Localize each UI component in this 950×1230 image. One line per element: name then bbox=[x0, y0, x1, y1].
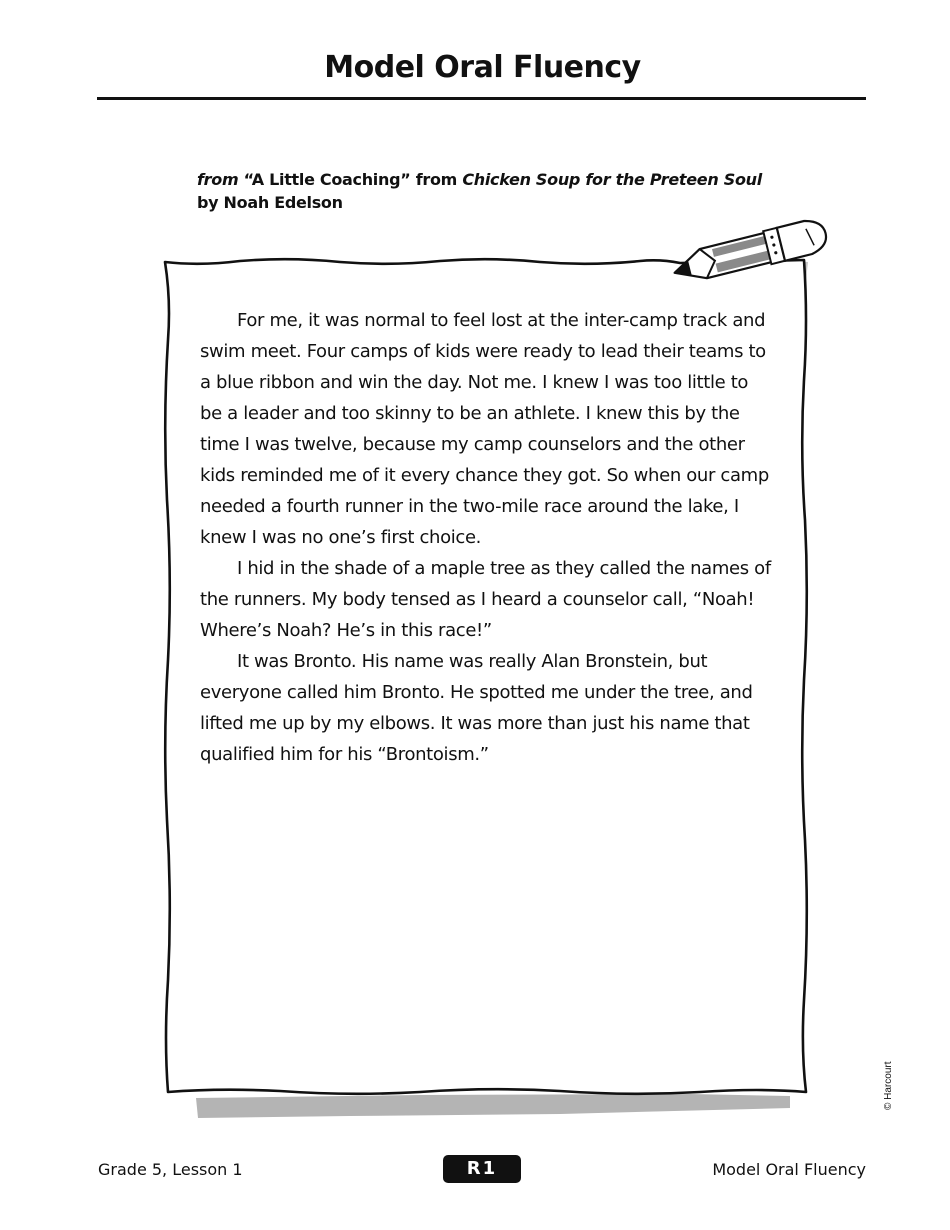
passage-text bbox=[200, 305, 775, 770]
passage-paragraph: It was Bronto. His name was really Alan Bronstein, but everyone called him Bronto. He spotted me under the tree, and lifted me up by my elbows. It was more than just his name that qualified him for his “Brontoism.” bbox=[200, 651, 753, 765]
footer-grade-lesson: Grade 5, Lesson 1 bbox=[98, 1160, 243, 1179]
bottom-smudge bbox=[196, 1094, 790, 1118]
source-byline: by Noah Edelson bbox=[197, 193, 343, 212]
source-from: from bbox=[197, 170, 239, 189]
footer-section-title: Model Oral Fluency bbox=[712, 1160, 866, 1179]
page-number-badge: R1 bbox=[443, 1155, 521, 1183]
copyright-notice: © Harcourt bbox=[883, 1061, 894, 1110]
page-title: Model Oral Fluency bbox=[324, 50, 641, 85]
source-book: Chicken Soup for the Preteen Soul bbox=[462, 170, 762, 189]
source-from2: from bbox=[415, 170, 458, 189]
source-story: “A Little Coaching” bbox=[243, 170, 411, 189]
passage-paragraph: For me, it was normal to feel lost at the inter-camp track and swim meet. Four camps of kids were ready to lead their teams to a blue ribbon and win the day. Not me. I knew I was too little to be a leader and too skinny to be an athlete. I knew this by the time I was twelve, because my camp counselors and the other kids reminded me of it every chance they got. So when our camp needed a fourth runner in the two-mile race around the lake, I knew I was no one’s first choice. bbox=[200, 310, 769, 548]
passage-paragraph: I hid in the shade of a maple tree as they called the names of the runners. My body tensed as I heard a counselor call, “Noah! Where’s Noah? He’s in this race!” bbox=[200, 558, 771, 641]
